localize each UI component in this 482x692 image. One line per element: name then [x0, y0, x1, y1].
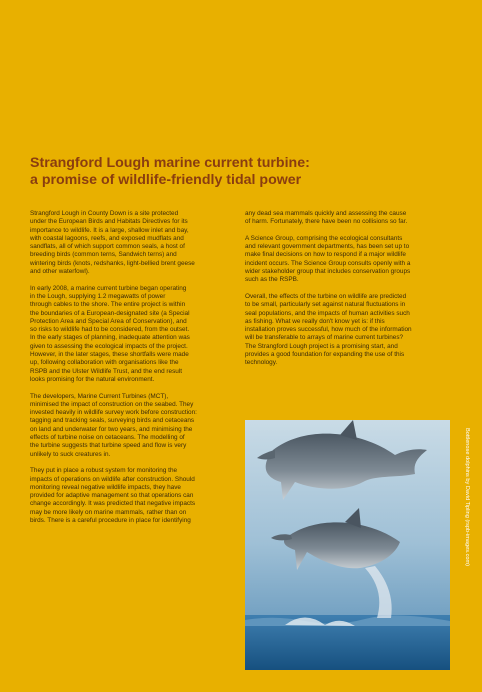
- left-column: [30, 210, 234, 534]
- article-title-line-1: Strangford Lough marine current turbine:: [30, 155, 310, 171]
- paragraph: any dead sea mammals quickly and assessing the cause of harm. Fortunately, there have been no collisions so far.: [245, 210, 408, 226]
- paragraph: The developers, Marine Current Turbines (MCT), minimised the impact of construction on the seabed. They invested heavily in wildlife survey work before construction: tagging and tracking seals, surveying birds and cetaceans on land and underwater for two years, and minimising the effects of turbine noise on cetaceans. The modelling of the turbine suggests that turbine speed and flow is very unlikely to suck creatures in.: [30, 392, 197, 458]
- paragraph: Strangford Lough in County Down is a site protected under the European Birds and Habitats Directives for its importance to wildlife. It is a large, shallow inlet and bay, with coastal lagoons, reefs, and exposed mudflats and sandflats, all of which support common seals, a host of breeding birds (common terns, Sandwich terns) and wintering birds (knots, redshanks, light-bellied brent geese and other waterfowl).: [30, 210, 195, 276]
- paragraph: A Science Group, comprising the ecological consultants and relevant government departments, has been set up to make final decisions on how to respond if a major wildlife incident occurs. The Science Group consults openly with a wider stakeholder group that includes conservation groups such as the RSPB.: [245, 234, 411, 284]
- article-title-line-2: a promise of wildlife-friendly tidal power: [30, 172, 302, 188]
- dolphins-photo: [245, 420, 450, 670]
- right-column: [245, 210, 450, 376]
- paragraph: Overall, the effects of the turbine on wildlife are predicted to be small, particularly set against natural fluctuations in seal populations, and the impacts of human activities such as fishing. What we really don't know yet is: if this installation proves successful, how much of the information will be transferable to arrays of marine current turbines? The Strangford Lough project is a promising start, and provides a good foundation for expanding the use of this technology.: [245, 292, 412, 367]
- article-title: [30, 155, 450, 189]
- paragraph: They put in place a robust system for monitoring the impacts of operations on wildlife after construction. Should monitoring reveal negative wildlife impacts, they have provided for adaptive management so that operations can change accordingly. It was predicted that negative impacts may be more likely on marine mammals, rather than on birds. There is a careful procedure in place for identifying: [30, 467, 196, 524]
- photo-credit: Bottlenose dolphins by David Tipling (rspb-images.com): [464, 428, 470, 567]
- paragraph: In early 2008, a marine current turbine began operating in the Lough, supplying 1.2 megawatts of power through cables to the shore. The entire project is within the boundaries of a European-designated site (a Special Protection Area and Special Area of Conservation), and so risks to wildlife had to be considered, from the outset. In the early stages of planning, inadequate attention was given to assessing the ecological impacts of the project. However, in the later stages, these shortfalls were made up, following collaboration with organisations like the RSPB and the Ulster Wildlife Trust, and the end result looks promising for the natural environment.: [30, 284, 190, 383]
- dolphins-illustration: [245, 420, 450, 670]
